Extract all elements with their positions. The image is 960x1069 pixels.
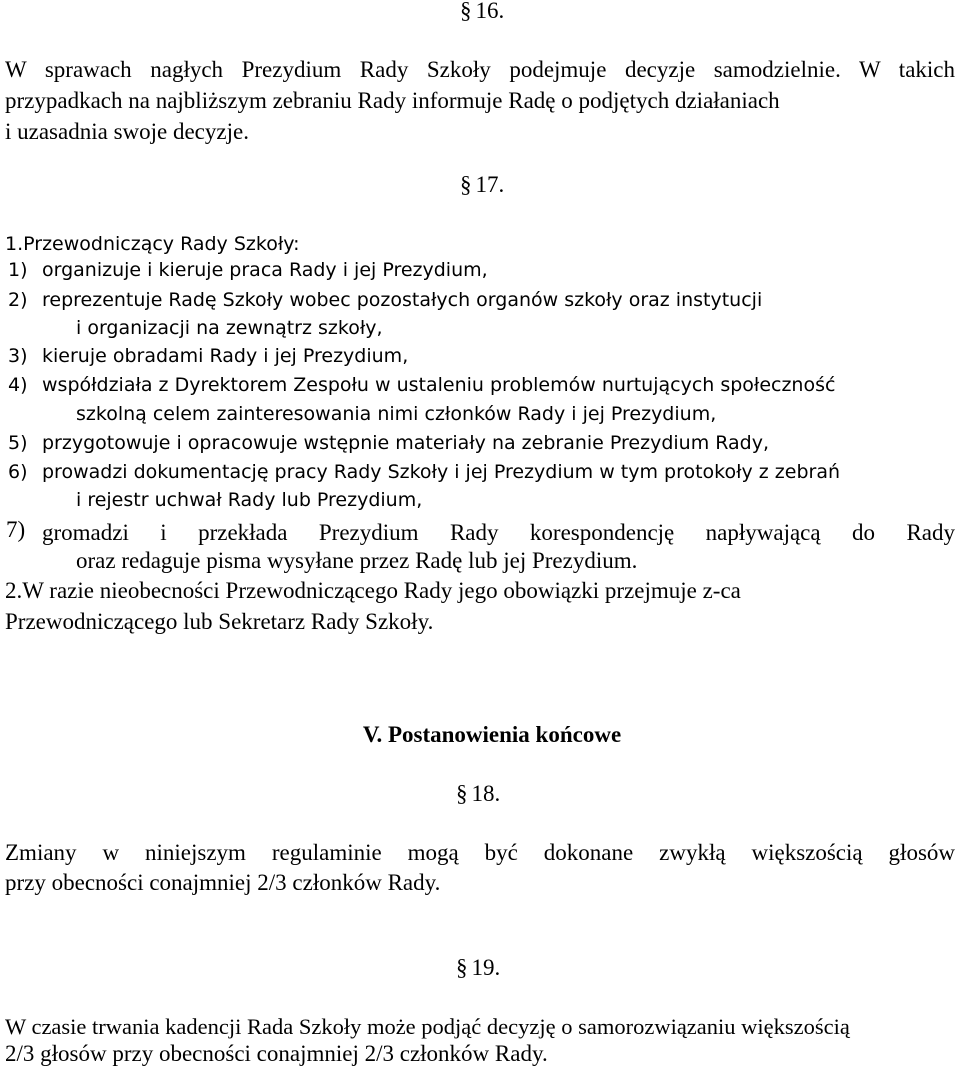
- list-item-continuation: [0, 489, 960, 517]
- list-item-continuation: [0, 403, 960, 431]
- list-item-number: 6): [8, 461, 28, 483]
- list-item: [0, 517, 960, 548]
- section-sign: §: [456, 781, 468, 806]
- list-item: [0, 432, 960, 460]
- section-number: 19.: [471, 955, 501, 980]
- list-item-number: 2): [8, 289, 28, 311]
- list-item-text: współdziała z Dyrektorem Zespołu w ustaleniu problemów nurtujących społeczność: [42, 374, 836, 396]
- list-item-continuation-text: i organizacji na zewnątrz szkoły,: [76, 317, 383, 339]
- section-19-heading: [456, 955, 500, 981]
- list-item-continuation: [0, 317, 960, 345]
- list-item: [0, 345, 960, 373]
- list-item-continuation-text: i rejestr uchwał Rady lub Prezydium,: [76, 489, 423, 511]
- list-item-text: organizuje i kieruje praca Rady i jej Prezydium,: [42, 259, 488, 281]
- section-sign: §: [456, 955, 468, 980]
- paragraph-19-line-1: W czasie trwania kadencji Rada Szkoły może podjąć decyzję o samorozwiązaniu większością: [5, 1014, 850, 1039]
- section-number: 17.: [475, 172, 505, 197]
- paragraph-16-line-2-text: przypadkach na najbliższym zebraniu Rady informuje Radę o podjętych działaniach: [5, 88, 780, 113]
- list-item-number: 1): [8, 259, 28, 281]
- list-item-number: 3): [8, 345, 28, 367]
- paragraph-18-line-2: przy obecności conajmniej 2/3 członków Rady.: [5, 870, 441, 895]
- list-item-continuation-text: szkolną celem zainteresowania nimi członków Rady i jej Prezydium,: [76, 403, 717, 425]
- list-item: [0, 289, 960, 317]
- paragraph-17-intro: 1.Przewodniczący Rady Szkoły:: [5, 233, 300, 255]
- list-item: [0, 374, 960, 402]
- paragraph-17-point-2-line-1: 2.W razie nieobecności Przewodniczącego Rady jego obowiązki przejmuje z-ca: [5, 578, 741, 603]
- section-16-heading: [460, 0, 504, 24]
- list-item-text: prowadzi dokumentację pracy Rady Szkoły i jej Prezydium w tym protokoły z zebrań: [42, 461, 841, 483]
- list-item-number: 4): [8, 374, 28, 396]
- list-item: [0, 259, 960, 287]
- list-item-text: reprezentuje Radę Szkoły wobec pozostałych organów szkoły oraz instytucji: [42, 289, 763, 311]
- paragraph-19-line-2: 2/3 głosów przy obecności conajmniej 2/3 członków Rady.: [5, 1041, 548, 1066]
- paragraph-16-line-3-text: i uzasadnia swoje decyzje.: [5, 119, 249, 144]
- paragraph-16-line-1-text: W sprawach nagłych Prezydium Rady Szkoły podejmuje decyzje samodzielnie. W takich: [5, 57, 955, 82]
- list-item-continuation: [0, 548, 960, 576]
- list-item-text: przygotowuje i opracowuje wstępnie materiały na zebranie Prezydium Rady,: [42, 432, 770, 454]
- list-item: [0, 461, 960, 489]
- chapter-heading: V. Postanowienia końcowe: [362, 722, 622, 747]
- list-item-continuation-text: oraz redaguje pisma wysyłane przez Radę lub jej Prezydium.: [76, 548, 638, 573]
- section-18-heading: [456, 781, 500, 807]
- section-number: 16.: [475, 0, 505, 23]
- section-number: 18.: [471, 781, 501, 806]
- section-17-heading: [460, 172, 504, 198]
- section-sign: §: [460, 172, 472, 197]
- section-sign: §: [460, 0, 472, 23]
- list-item-number: 7): [6, 517, 26, 542]
- paragraph-18-line-1: Zmiany w niniejszym regulaminie mogą być dokonane zwykłą większością głosów: [5, 840, 955, 865]
- paragraph-17-point-2-line-2: Przewodniczącego lub Sekretarz Rady Szkoły.: [5, 609, 434, 634]
- list-item-text: kieruje obradami Rady i jej Prezydium,: [42, 345, 409, 367]
- list-item-number: 5): [8, 432, 28, 454]
- list-item-text: gromadzi i przekłada Prezydium Rady korespondencję napływającą do Rady: [42, 520, 955, 545]
